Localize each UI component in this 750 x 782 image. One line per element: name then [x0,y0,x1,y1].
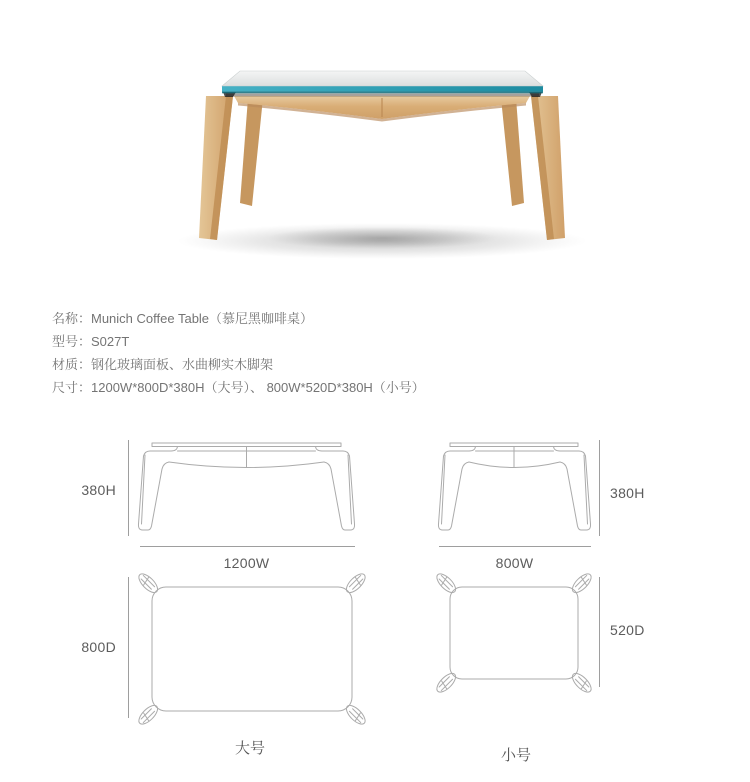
top-view-small-drawing [432,567,600,697]
height-dimension-line-small [599,440,600,536]
spec-list [52,307,425,399]
glass-top-surface [222,71,543,86]
glass-edge-dark-line [222,92,543,94]
glass-edge-teal [222,86,543,92]
top-view-large-drawing [134,567,366,727]
spec-line-model: 型号：S027T [52,334,130,349]
front-view-large-drawing [136,435,357,537]
under-glass-shadow [226,94,539,97]
leg-tip-top-left [434,571,459,596]
table-shadow-core [267,227,497,249]
size-name-small: 小号 [500,747,531,764]
rear-left-leg [240,98,263,206]
height-dimension-line-large [128,440,129,536]
size-name-large: 大号 [234,740,265,757]
leg-tip-top-right [343,571,366,596]
width-label-large: 1200W [223,555,270,571]
spec-line-name: 名称：Munich Coffee Table（慕尼黑咖啡桌） [52,311,314,326]
width-dimension-line-large [140,546,355,547]
leg-tip-bottom-right [343,702,366,727]
depth-dimension-line-small [599,577,600,687]
product-photo [100,20,650,265]
height-label-small: 380H [610,485,645,501]
width-label-small: 800W [495,555,534,571]
width-dimension-line-small [439,546,591,547]
depth-label-large: 800D [81,639,116,655]
depth-label-small: 520D [610,622,645,638]
leg-tip-bottom-left [136,702,161,727]
rear-right-leg [501,98,524,206]
leg-tip-top-left [136,571,161,596]
spec-line-size: 尺寸：1200W*800D*380H（大号）、 800W*520D*380H（小号） [52,380,425,395]
height-label-large: 380H [81,482,116,498]
leg-tip-top-right [569,571,594,596]
leg-tip-bottom-right [569,670,594,695]
depth-dimension-line-large [128,577,129,718]
spec-line-material: 材质：钢化玻璃面板、水曲柳实木脚架 [52,357,274,372]
front-view-small-drawing [433,435,596,537]
leg-tip-bottom-left [434,670,459,695]
